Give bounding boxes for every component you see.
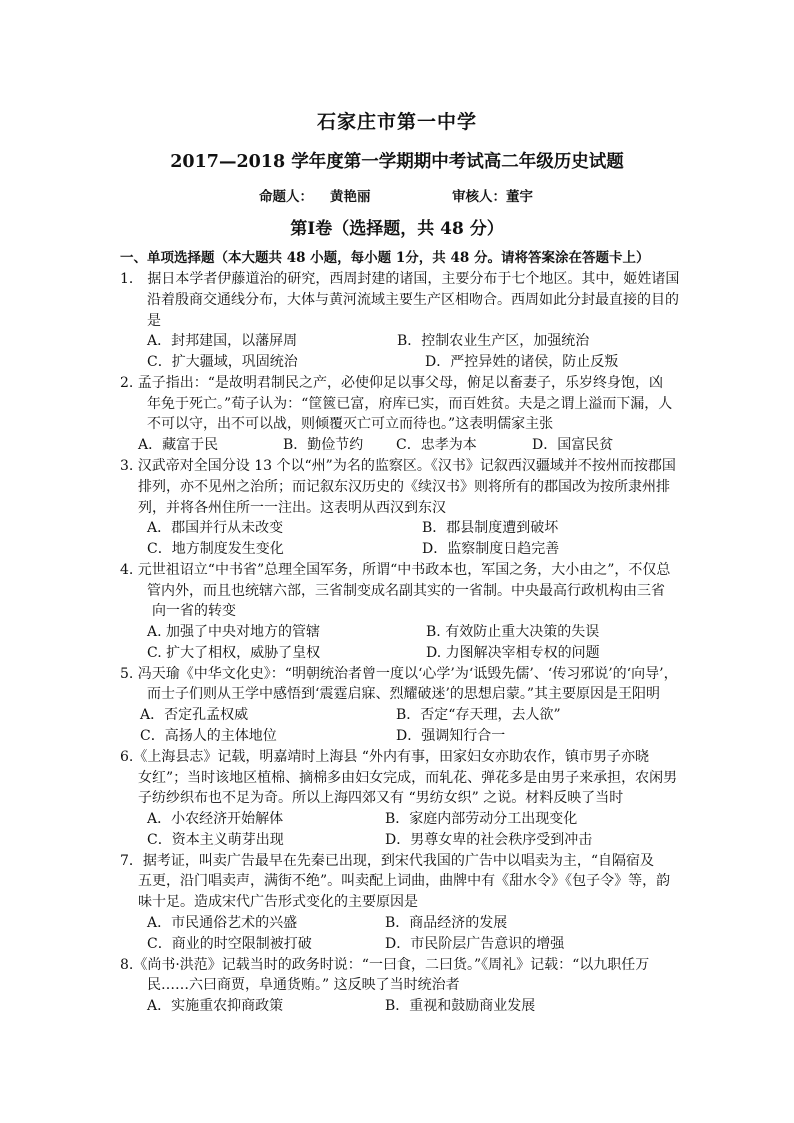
question-2-option-d: D．国富民贫 bbox=[532, 437, 614, 453]
question-6-option-c: C．资本主义萌芽出现 bbox=[147, 832, 284, 848]
question-6-option-a: A．小农经济开始解体 bbox=[147, 811, 284, 827]
question-1-line-3: 是 bbox=[147, 313, 161, 329]
question-2-option-b: B．勤俭节约 bbox=[283, 437, 364, 453]
question-1-line-1: 1． 据日本学者伊藤道治的研究，西周封建的诸国，主要分布于七个地区。其中，姬姓诸国 bbox=[120, 271, 680, 287]
question-5-option-a: A．否定孔孟权威 bbox=[140, 707, 249, 723]
question-1-option-d: D．严控异姓的诸侯，防止反叛 bbox=[425, 354, 619, 370]
question-1-option-b: B．控制农业生产区，加强统治 bbox=[397, 333, 590, 349]
question-2-option-a: A．藏富于民 bbox=[138, 437, 219, 453]
question-5-option-b: B．否定“存天理，去人欲” bbox=[396, 707, 561, 723]
question-8-option-a: A．实施重农抑商政策 bbox=[147, 998, 284, 1014]
question-5-line-1: 5. 冯天瑜《中华文化史》：“明朝统治者曾一度以‘心学’为‘诋毁先儒’、‘传习邪说’的‘向导’， bbox=[120, 666, 678, 682]
question-4-line-1: 4. 元世祖诏立“中书省”总理全国军务，所谓“中书政本也，军国之务，大小由之”，不仅总 bbox=[120, 562, 671, 578]
question-1-option-c: C．扩大疆域，巩固统治 bbox=[147, 354, 298, 370]
question-3-line-1: 3. 汉武帝对全国分设 13 个以“州”为名的监察区。《汉书》记叙西汉疆域并不按州而按郡国 bbox=[120, 458, 676, 474]
question-7-line-2: 五更，沿门唱卖声，满街不绝”。叫卖配上词曲，曲牌中有《甜水令》《包子令》等，韵 bbox=[138, 873, 671, 889]
question-6-option-d: D．男尊女卑的社会秩序受到冲击 bbox=[385, 832, 593, 848]
question-4-line-2: 管内外，而且也统辖六部，三省制变成名副其实的一省制。中央最高行政机构由三省 bbox=[147, 583, 665, 599]
question-3-option-c: C．地方制度发生变化 bbox=[147, 541, 284, 557]
question-7-line-1: 7．据考证，叫卖广告最早在先秦已出现，到宋代我国的广告中以唱卖为主，“自隔宿及 bbox=[120, 853, 655, 869]
question-3-option-b: B．郡县制度遭到破坏 bbox=[422, 520, 559, 536]
question-3-option-d: D．监察制度日趋完善 bbox=[422, 541, 560, 557]
question-6-line-2: 女红”；当时该地区植棉、摘棉多由妇女完成，而轧花、弹花多是由男子来承担，农闲男 bbox=[138, 770, 678, 786]
question-3-line-2: 排列，亦不见州之治所；而记叙东汉历史的《续汉书》则将所有的郡国改为按所隶州排 bbox=[138, 479, 670, 495]
question-4-option-c: C. 扩大了相权，威胁了皇权 bbox=[147, 645, 321, 661]
author-name: 黄艳丽 bbox=[330, 189, 371, 205]
reviewer: 审核人：董宇 bbox=[452, 189, 533, 205]
question-7-line-3: 味十足。造成宋代广告形式变化的主要原因是 bbox=[138, 894, 418, 910]
question-3-line-3: 列，并将各州住所一一注出。这表明从西汉到东汉 bbox=[138, 500, 446, 516]
question-4-option-d: D. 力图解决宰相专权的问题 bbox=[426, 645, 600, 661]
question-7-option-d: D．市民阶层广告意识的增强 bbox=[385, 936, 565, 952]
question-2-line-3: 不可以守，出不可以战，则倾覆灭亡可立而待也。”这表明儒家主张 bbox=[147, 416, 554, 432]
question-4-option-a: A. 加强了中央对地方的管辖 bbox=[147, 624, 321, 640]
author-label: 命题人： bbox=[259, 189, 313, 205]
question-7-option-a: A．市民通俗艺术的兴盛 bbox=[147, 915, 298, 931]
question-2-line-2: 年免于死亡。”荀子认为：“筐篋已富，府库已实，而百姓贫。夫是之谓上溢而下漏，人 bbox=[147, 396, 673, 412]
question-1-option-a: A．封邦建国，以藩屏周 bbox=[147, 333, 298, 349]
section-heading: 一、单项选择题（本大题共 48 小题，每小题 1分，共 48 分。请将答案涂在答题卡上） bbox=[120, 250, 650, 266]
question-4-option-b: B. 有效防止重大决策的失误 bbox=[426, 624, 600, 640]
question-8-line-2: 民……六曰商贾，阜通货贿。” 这反映了当时统治者 bbox=[147, 977, 460, 993]
question-8-line-1: 8.《尚书·洪范》记载当时的政务时说：“一曰食，二曰货。”《周礼》记载：“以九职任万 bbox=[120, 957, 650, 973]
school-name: 石家庄市第一中学 bbox=[316, 111, 477, 133]
question-5-option-c: C．高扬人的主体地位 bbox=[140, 728, 277, 744]
question-6-line-3: 子纺纱织布也不足为奇。所以上海四郊又有 “男纺女织” 之说。材料反映了当时 bbox=[138, 790, 624, 806]
exam-title: 2017—2018 学年度第一学期期中考试高二年级历史试题 bbox=[170, 152, 624, 172]
part-title: 第Ⅰ卷（选择题，共 48 分） bbox=[290, 219, 504, 239]
question-3-option-a: A．郡国并行从未改变 bbox=[147, 520, 284, 536]
question-5-option-d: D．强调知行合一 bbox=[396, 728, 506, 744]
question-1-line-2: 沿着殷商交通线分布，大体与黄河流域主要生产区相吻合。西周如此分封最直接的目的 bbox=[147, 292, 679, 308]
question-6-line-1: 6.《上海县志》记载，明嘉靖时上海县 “外内有事，田家妇女亦助农作，镇市男子亦晓 bbox=[120, 749, 649, 765]
question-2-line-1: 2. 孟子指出：“是故明君制民之产，必使仰足以事父母，俯足以畜妻子，乐岁终身饱，凶 bbox=[120, 375, 663, 391]
question-2-option-c: C．忠孝为本 bbox=[396, 437, 477, 453]
question-6-option-b: B．家庭内部劳动分工出现变化 bbox=[385, 811, 578, 827]
question-7-option-b: B．商品经济的发展 bbox=[385, 915, 508, 931]
question-5-line-2: 而士子们则从王学中感悟到‘震霆启寐、烈耀破迷’的思想启蒙。”其主要原因是王阳明 bbox=[147, 686, 661, 702]
question-4-line-3: 向一省的转变 bbox=[152, 603, 236, 619]
question-7-option-c: C．商业的时空限制被打破 bbox=[147, 936, 312, 952]
question-8-option-b: B．重视和鼓励商业发展 bbox=[385, 998, 536, 1014]
